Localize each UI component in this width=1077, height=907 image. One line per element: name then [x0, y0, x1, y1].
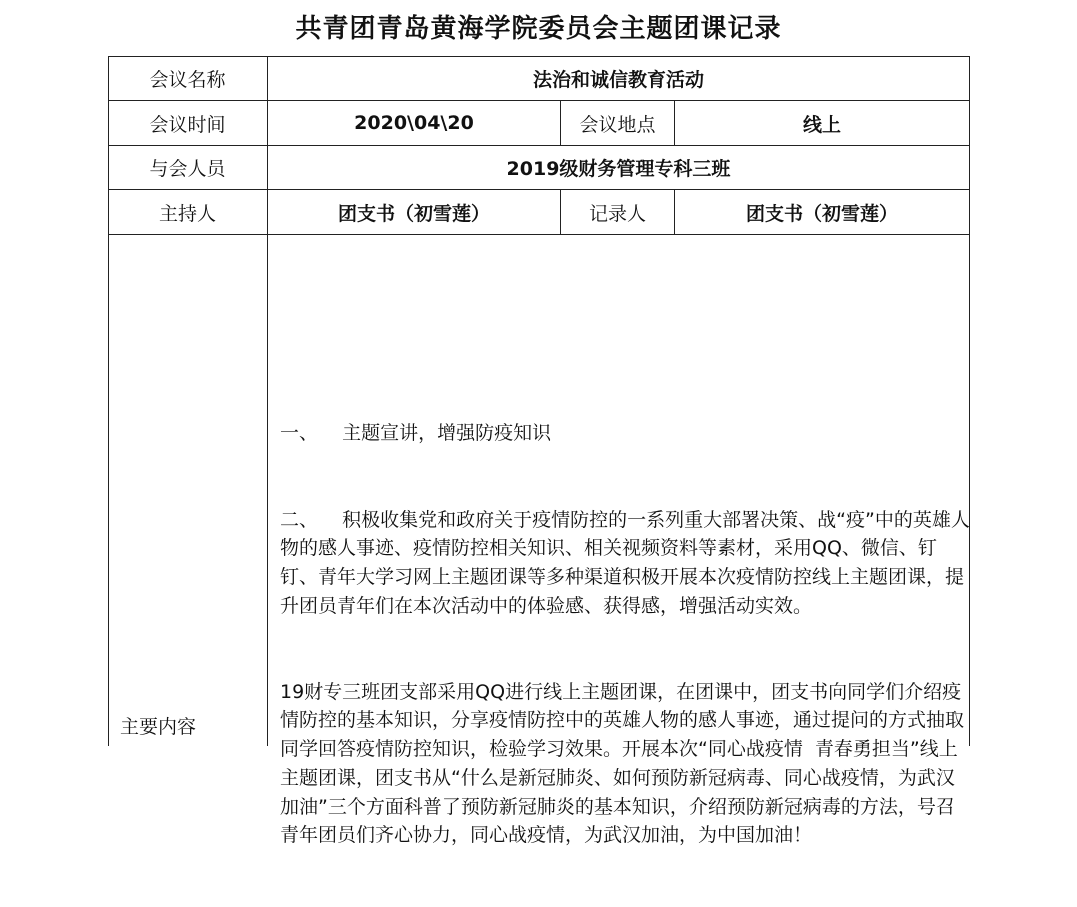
host-value: 团支书（初雪莲）: [337, 202, 490, 225]
content-line: 一、 主题宣讲，增强防疫知识: [280, 422, 552, 445]
meeting-name-value: 法治和诚信教育活动: [532, 68, 704, 91]
main-content-text: [280, 362, 970, 907]
content-paragraph: 二、 积极收集党和政府关于疫情防控的一系列重大部署决策、战“疫”中的英雄人物的感人事迹、疫情防控相关知识、相关视频资料等素材，采用QQ、微信、钉钉、青年大学习网上主题团课等多种渠道积极开展本次疫情防控线上主题团课，提升团员青年们在本次活动中的体验感、获得感，增强活动实效。: [280, 508, 970, 617]
meeting-time-value: 2020\04\20: [354, 112, 474, 134]
attendees-label: 与会人员: [149, 158, 226, 180]
recorder-value: 团支书（初雪莲）: [745, 202, 898, 225]
content-paragraph: 19财专三班团支部采用QQ进行线上主题团课，在团课中，团支书向同学们介绍疫情防控的基本知识，分享疫情防控中的英雄人物的感人事迹，通过提问的方式抽取同学回答疫情防控知识，检验学习效果。开展本次“同心战疫情 青春勇担当”线上主题团课，团支书从“什么是新冠肺炎、如何预防新冠病毒、同心战疫情，为武汉加油”三个方面科普了预防新冠肺炎的基本知识，介绍预防新冠病毒的方法，号召青年团员们齐心协力，同心战疫情，为武汉加油，为中国加油！: [280, 680, 965, 847]
meeting-place-label: 会议地点: [579, 113, 656, 136]
attendees-value: 2019级财务管理专科三班: [506, 158, 731, 180]
row-divider: [108, 234, 970, 235]
record-table: [108, 56, 970, 847]
meeting-time-label: 会议时间: [149, 113, 226, 136]
host-label: 主持人: [158, 202, 216, 225]
meeting-name-label: 会议名称: [149, 68, 226, 91]
recorder-label: 记录人: [588, 202, 646, 225]
main-content-label: 主要内容: [120, 716, 197, 738]
meeting-place-value: 线上: [802, 113, 841, 136]
document-title: 共青团青岛黄海学院委员会主题团课记录: [295, 14, 782, 44]
